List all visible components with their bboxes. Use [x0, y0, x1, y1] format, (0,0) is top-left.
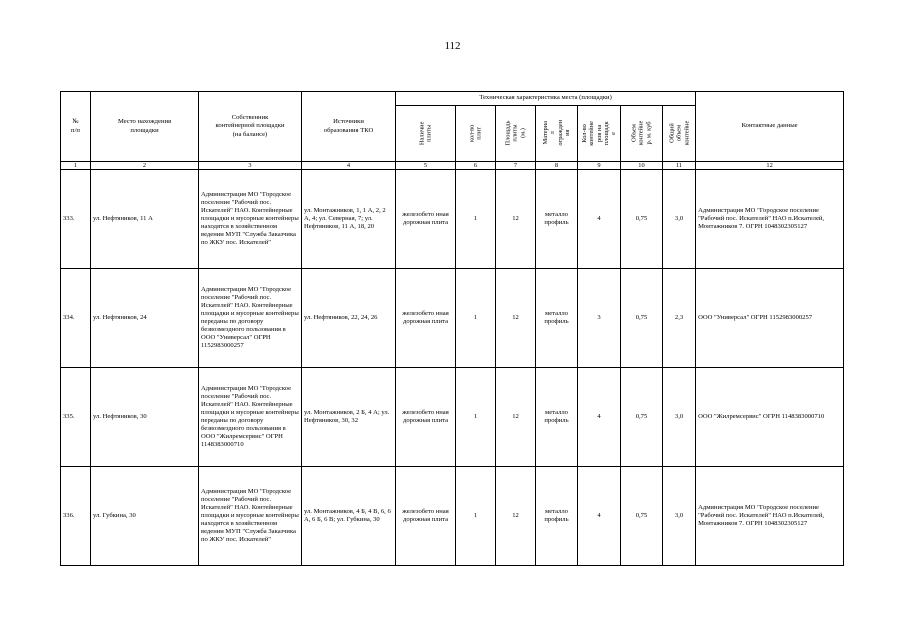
- cell-volume: 0,75: [621, 170, 663, 269]
- cell-area: 12: [496, 170, 536, 269]
- header-plates-count: кол-во плит: [456, 106, 496, 162]
- table-row: [61, 170, 844, 269]
- column-number: 9: [578, 162, 621, 170]
- cell-location: ул. Нефтяников, 24: [91, 269, 199, 368]
- column-number-row: [61, 162, 844, 170]
- header-plate-area: Площадь плиты (м.): [496, 106, 536, 162]
- header-container-volume: Объем контейне р. м. куб: [621, 106, 663, 162]
- cell-contacts: ООО "Жилремсервис" ОГРН 1148383000710: [696, 368, 844, 467]
- cell-fence: металло профиль: [536, 467, 578, 566]
- column-number: 7: [496, 162, 536, 170]
- cell-sources: ул. Монтажников, 1, 1 А, 2, 2 А, 4; ул. Северная, 7; ул. Нефтяников, 11 А, 18, 20: [302, 170, 396, 269]
- header-tech: Техническая характеристика места (площадки): [396, 92, 696, 106]
- cell-containers: 3: [578, 269, 621, 368]
- cell-sources: ул. Нефтяников, 22, 24, 26: [302, 269, 396, 368]
- header-containers-count: Кол-во контейне ров на площадк е: [578, 106, 621, 162]
- cell-owner: Администрация МО "Городское поселение "Рабочий пос. Искателей" НАО. Контейнерные площадки и мусорные контейнеры переданы по договору безвозмездного пользования в ООО "Универсал" ОГРН 1152983000257: [199, 269, 302, 368]
- cell-owner: Администрация МО "Городское поселение "Рабочий пос. Искателей" НАО. Контейнерные площадки и мусорные контейнеры находятся в хозяйственном ведении МУП "Служба Заказчика по ЖКУ пос. Искателей": [199, 170, 302, 269]
- cell-fence: металло профиль: [536, 368, 578, 467]
- cell-volume: 0,75: [621, 467, 663, 566]
- cell-num: 335.: [61, 368, 91, 467]
- header-cover: Наличие плиты: [396, 106, 456, 162]
- header-num: № п/п: [61, 92, 91, 162]
- header-owner: Собственник контейнерной площадки (на балансе): [199, 92, 302, 162]
- cell-total: 3,0: [663, 467, 696, 566]
- cell-total: 3,0: [663, 368, 696, 467]
- container-sites-table: [60, 91, 844, 566]
- header-location: Место нахождения площадки: [91, 92, 199, 162]
- cell-sources: ул. Монтажников, 2 Б, 4 А; ул. Нефтяников, 30, 32: [302, 368, 396, 467]
- cell-sources: ул. Монтажников, 4 Б, 4 В, 6, 6 А, 6 Б, 6 В; ул. Губкина, 30: [302, 467, 396, 566]
- cell-plates: 1: [456, 467, 496, 566]
- cell-owner: Администрация МО "Городское поселение "Рабочий пос. Искателей" НАО. Контейнерные площадки и мусорные контейнеры переданы по договору безвозмездного пользования в ООО "Жилремсервис" ОГРН 1148383000710: [199, 368, 302, 467]
- cell-cover: железобето нная дорожная плита: [396, 368, 456, 467]
- cell-location: ул. Губкина, 30: [91, 467, 199, 566]
- column-number: 11: [663, 162, 696, 170]
- header-total-volume: Общий объем контейне: [663, 106, 696, 162]
- column-number: 6: [456, 162, 496, 170]
- cell-cover: железобето нная дорожная плита: [396, 467, 456, 566]
- column-number: 12: [696, 162, 844, 170]
- cell-owner: Администрация МО "Городское поселение "Рабочий пос. Искателей" НАО. Контейнерные площадки и мусорные контейнеры находятся в хозяйственном ведении МУП "Служба Заказчика по ЖКУ пос. Искателей": [199, 467, 302, 566]
- cell-containers: 4: [578, 170, 621, 269]
- cell-volume: 0,75: [621, 269, 663, 368]
- table-row: [61, 269, 844, 368]
- cell-plates: 1: [456, 269, 496, 368]
- cell-num: 336.: [61, 467, 91, 566]
- column-number: 4: [302, 162, 396, 170]
- cell-fence: металло профиль: [536, 269, 578, 368]
- column-number: 8: [536, 162, 578, 170]
- cell-num: 334.: [61, 269, 91, 368]
- column-number: 1: [61, 162, 91, 170]
- column-number: 3: [199, 162, 302, 170]
- cell-area: 12: [496, 368, 536, 467]
- cell-location: ул. Нефтяников, 11 А: [91, 170, 199, 269]
- table-row: [61, 467, 844, 566]
- column-number: 10: [621, 162, 663, 170]
- cell-num: 333.: [61, 170, 91, 269]
- header-fence: Материа л огражден ия: [536, 106, 578, 162]
- cell-area: 12: [496, 467, 536, 566]
- cell-containers: 4: [578, 368, 621, 467]
- cell-total: 3,0: [663, 170, 696, 269]
- cell-containers: 4: [578, 467, 621, 566]
- cell-cover: железобето нная дорожная плита: [396, 269, 456, 368]
- cell-total: 2,3: [663, 269, 696, 368]
- cell-contacts: ООО "Универсал" ОГРН 1152983000257: [696, 269, 844, 368]
- column-number: 5: [396, 162, 456, 170]
- cell-volume: 0,75: [621, 368, 663, 467]
- cell-fence: металло профиль: [536, 170, 578, 269]
- cell-plates: 1: [456, 170, 496, 269]
- cell-cover: железобето нная дорожная плита: [396, 170, 456, 269]
- cell-contacts: Администрация МО "Городское поселение "Рабочий пос. Искателей" НАО п.Искателей, Монтажников 7. ОГРН 1048302305127: [696, 170, 844, 269]
- header-contacts: Контактные данные: [696, 92, 844, 162]
- header-sources: Источники образования ТКО: [302, 92, 396, 162]
- cell-area: 12: [496, 269, 536, 368]
- cell-location: ул. Нефтяников, 30: [91, 368, 199, 467]
- cell-contacts: Администрация МО "Городское поселение "Рабочий пос. Искателей" НАО п.Искателей, Монтажников 7. ОГРН 1048302305127: [696, 467, 844, 566]
- cell-plates: 1: [456, 368, 496, 467]
- page-number: 112: [444, 40, 461, 52]
- column-number: 2: [91, 162, 199, 170]
- table-row: [61, 368, 844, 467]
